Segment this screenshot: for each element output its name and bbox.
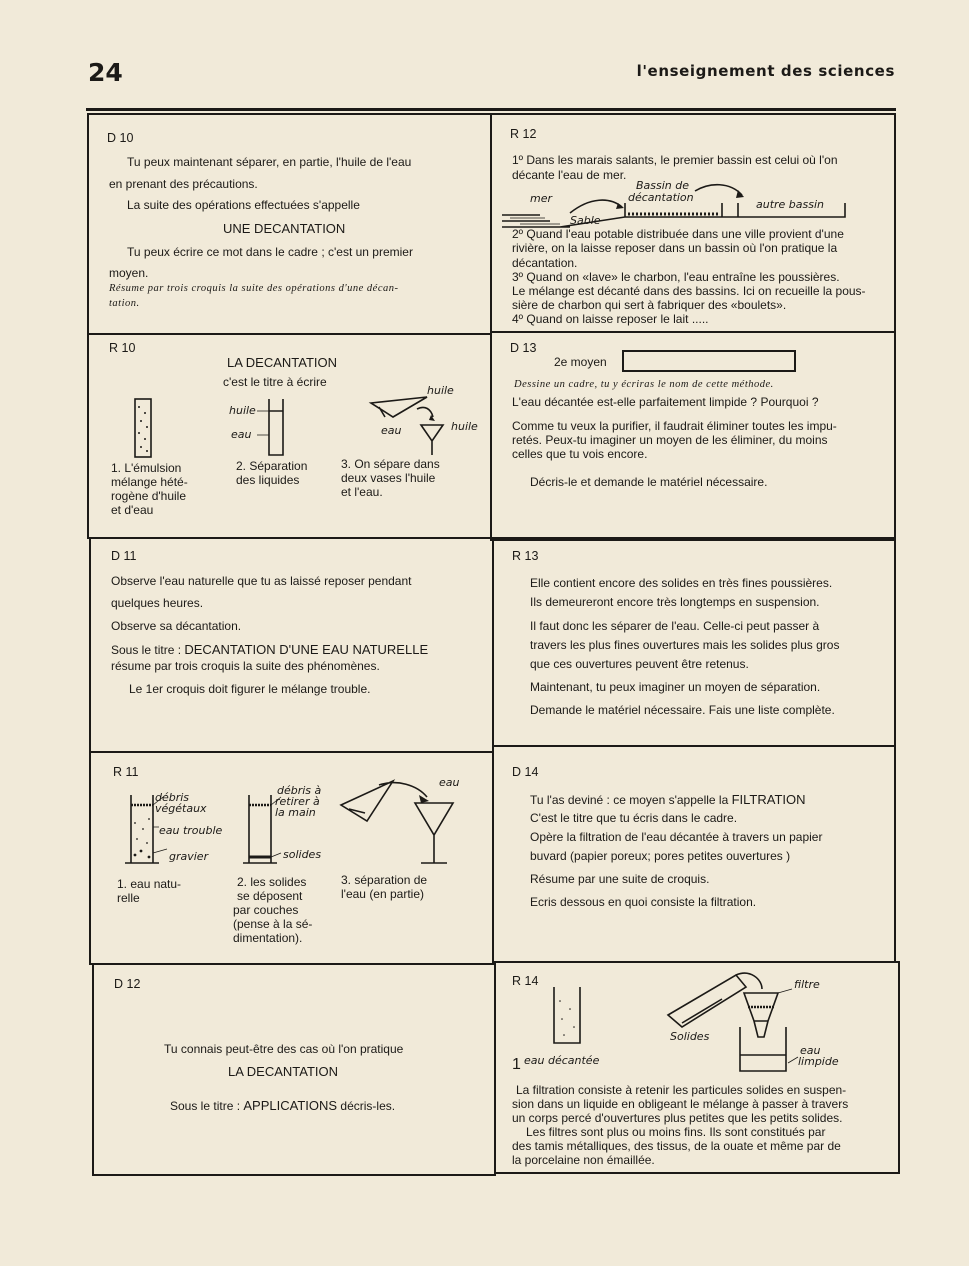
text-line: Observe l'eau naturelle que tu as laissé reposer pendant (111, 574, 412, 588)
text-line: 4º Quand on laisse reposer le lait ..... (512, 312, 709, 326)
inline-title: FILTRATION (731, 792, 806, 807)
italic-instruction: tation. (109, 298, 140, 309)
text-line: Résume par une suite de croquis. (530, 872, 710, 886)
caption-line: et d'eau (111, 503, 154, 517)
text-line: quelques heures. (111, 596, 204, 610)
figure-label: végétaux (155, 802, 207, 815)
text-line: en prenant des précautions. (109, 177, 258, 191)
card-label: R 10 (109, 341, 136, 355)
text-line: Tu peux maintenant séparer, en partie, l'huile de l'eau (127, 155, 412, 169)
card-label: D 11 (111, 549, 137, 563)
text-line: décante l'eau de mer. (512, 168, 627, 182)
card-d10 (87, 113, 492, 335)
figure-label-eau: eau (231, 428, 252, 441)
figure-label: limpide (798, 1055, 839, 1068)
question-line: L'eau décantée est-elle parfaitement limpide ? Pourquoi ? (512, 395, 819, 409)
text-line: Le mélange est décanté dans des bassins. Ici on recueille la pous- (512, 284, 866, 298)
text-line: Les filtres sont plus ou moins fins. Ils sont constitués par (526, 1125, 826, 1139)
caption-line: 3. On sépare dans (341, 457, 440, 471)
figure-label-sable: Sable (570, 214, 601, 227)
caption-line: et l'eau. (341, 485, 383, 499)
inline-title: DECANTATION D'UNE EAU NATURELLE (184, 642, 429, 657)
text-line: sion dans un liquide en obligeant le mélange à passer à travers (512, 1097, 849, 1111)
text-line: Comme tu veux la purifier, il faudrait éliminer toutes les impu- (512, 419, 837, 433)
text-line: un corps percé d'ouvertures plus petites que les petits solides. (512, 1111, 843, 1125)
text-line: buvard (papier poreux; pores petites ouvertures ) (530, 849, 791, 863)
card-label: D 13 (510, 341, 537, 355)
text-line (530, 792, 806, 808)
card-r12 (490, 113, 896, 333)
card-d12 (92, 963, 496, 1176)
text-line: Opère la filtration de l'eau décantée à travers un papier (530, 830, 823, 844)
caption-line: 3. séparation de (341, 873, 428, 887)
card-label: R 12 (510, 127, 537, 141)
text-line: Décris-le et demande le matériel nécessaire. (530, 475, 768, 489)
text-line: la porcelaine non émaillée. (512, 1153, 655, 1167)
text-line: résume par trois croquis la suite des phénomènes. (111, 659, 380, 673)
text-line (170, 1098, 395, 1114)
figure-label: eau (800, 1044, 821, 1057)
card-subtitle: c'est le titre à écrire (223, 375, 327, 389)
text-prefix: Sous le titre : (111, 643, 185, 657)
text-line: Demande le matériel nécessaire. Fais une liste complète. (530, 703, 835, 717)
card-r11 (89, 751, 494, 965)
caption-line: mélange hété- (111, 475, 188, 489)
text-prefix: Sous le titre : (170, 1099, 244, 1113)
caption-line: 1. eau natu- (117, 877, 182, 891)
text-line: celles que tu vois encore. (512, 447, 648, 461)
card-label: R 14 (512, 974, 539, 988)
text-line: moyen. (109, 266, 149, 280)
caption-line: 1. L'émulsion (111, 461, 182, 475)
card-label: D 14 (512, 765, 539, 779)
figure-label-autre-bassin: autre bassin (756, 198, 825, 211)
figure-label: débris à (277, 784, 322, 797)
figure-label-huile: huile (451, 420, 478, 433)
card-label: D 10 (107, 131, 134, 145)
card-label: R 13 (512, 549, 539, 563)
card-title: UNE DECANTATION (223, 221, 346, 236)
card-d14 (492, 745, 896, 963)
text-line: La suite des opérations effectuées s'appelle (127, 198, 360, 212)
running-head: l'enseignement des sciences (636, 62, 895, 80)
caption-line: l'eau (en partie) (341, 887, 425, 901)
text-line: rivière, on la laisse reposer dans un bassin où l'on pratique la (512, 241, 838, 255)
caption-line: dimentation). (233, 931, 303, 945)
card-r10 (87, 333, 492, 539)
figure-label: eau trouble (159, 824, 223, 837)
caption-line: se déposent (237, 889, 303, 903)
figure-label-decantation: décantation (628, 191, 694, 204)
figure-number: 1 (512, 1056, 521, 1073)
caption-line: relle (117, 891, 140, 905)
card-title: LA DECANTATION (227, 355, 338, 370)
figure-label: filtre (794, 978, 820, 991)
figure-label: la main (275, 806, 316, 819)
italic-instruction: Dessine un cadre, tu y écriras le nom de cette méthode. (514, 379, 774, 390)
card-d11 (89, 537, 494, 753)
caption-line: rogène d'huile (111, 489, 187, 503)
answer-box[interactable] (622, 350, 796, 372)
text-line: Tu peux écrire ce mot dans le cadre ; c'est un premier (127, 245, 413, 259)
figure-label: solides (283, 848, 322, 861)
text-suffix: décris-les. (337, 1099, 396, 1113)
card-title: LA DECANTATION (228, 1064, 339, 1079)
text-line: Observe sa décantation. (111, 619, 242, 633)
figure-label-eau: eau (381, 424, 402, 437)
figure-label-huile: huile (229, 404, 256, 417)
text-line: retés. Peux-tu imaginer un moyen de les éliminer, du moins (512, 433, 828, 447)
text-line: Maintenant, tu peux imaginer un moyen de séparation. (530, 680, 821, 694)
card-r14 (494, 961, 900, 1174)
figure-label: débris (155, 791, 190, 804)
text-line: Il faut donc les séparer de l'eau. Celle-ci peut passer à (530, 619, 820, 633)
figure-label: retirer à (275, 795, 320, 808)
text-line: que ces ouvertures peuvent être retenus. (530, 657, 749, 671)
card-d13 (490, 331, 896, 541)
italic-instruction: Résume par trois croquis la suite des opérations d'une décan- (109, 283, 399, 294)
text-line: 2e moyen (554, 355, 607, 369)
text-line: 1º Dans les marais salants, le premier bassin est celui où l'on (512, 153, 838, 167)
text-line: Elle contient encore des solides en très fines poussières. (530, 576, 833, 590)
text-line: 2º Quand l'eau potable distribuée dans une ville provient d'une (512, 227, 844, 241)
caption-line: deux vases l'huile (341, 471, 436, 485)
text-line: des tamis métalliques, des tissus, de la ouate et même par de (512, 1139, 841, 1153)
figure-label: eau (439, 776, 460, 789)
figure-label: Solides (670, 1030, 710, 1043)
text-line: 3º Quand on «lave» le charbon, l'eau entraîne les poussières. (512, 270, 840, 284)
card-label: D 12 (114, 977, 141, 991)
text-line: Ecris dessous en quoi consiste la filtration. (530, 895, 757, 909)
figure-label-mer: mer (530, 192, 553, 205)
caption-line: 2. les solides (237, 875, 307, 889)
figure-label: gravier (169, 850, 209, 863)
text-prefix: Tu l'as deviné : ce moyen s'appelle la (530, 793, 732, 807)
text-line: C'est le titre que tu écris dans le cadre. (530, 811, 738, 825)
text-line: décantation. (512, 256, 578, 270)
text-line: sière de charbon qui sert à fabriquer des «boulets». (512, 298, 787, 312)
page-number: 24 (88, 58, 123, 87)
caption-line: des liquides (236, 473, 300, 487)
text-line: Le 1er croquis doit figurer le mélange trouble. (129, 682, 371, 696)
caption-line: 2. Séparation (236, 459, 308, 473)
text-line (111, 642, 428, 658)
figure-label: eau décantée (524, 1054, 600, 1067)
text-line: Tu connais peut-être des cas où l'on pratique (164, 1042, 404, 1056)
inline-title: APPLICATIONS (243, 1098, 338, 1113)
caption-line: (pense à la sé- (233, 917, 313, 931)
text-line: La filtration consiste à retenir les particules solides en suspen- (516, 1083, 847, 1097)
card-r13 (492, 537, 896, 747)
text-line: Ils demeureront encore très longtemps en suspension. (530, 595, 820, 609)
header-rule (86, 108, 896, 111)
decantation-figure (127, 395, 507, 465)
card-label: R 11 (113, 765, 139, 779)
text-line: travers les plus fines ouvertures mais les solides plus gros (530, 638, 840, 652)
figure-label-bassin: Bassin de (636, 179, 690, 192)
figure-label-huile: huile (427, 384, 454, 397)
caption-line: par couches (233, 903, 299, 917)
